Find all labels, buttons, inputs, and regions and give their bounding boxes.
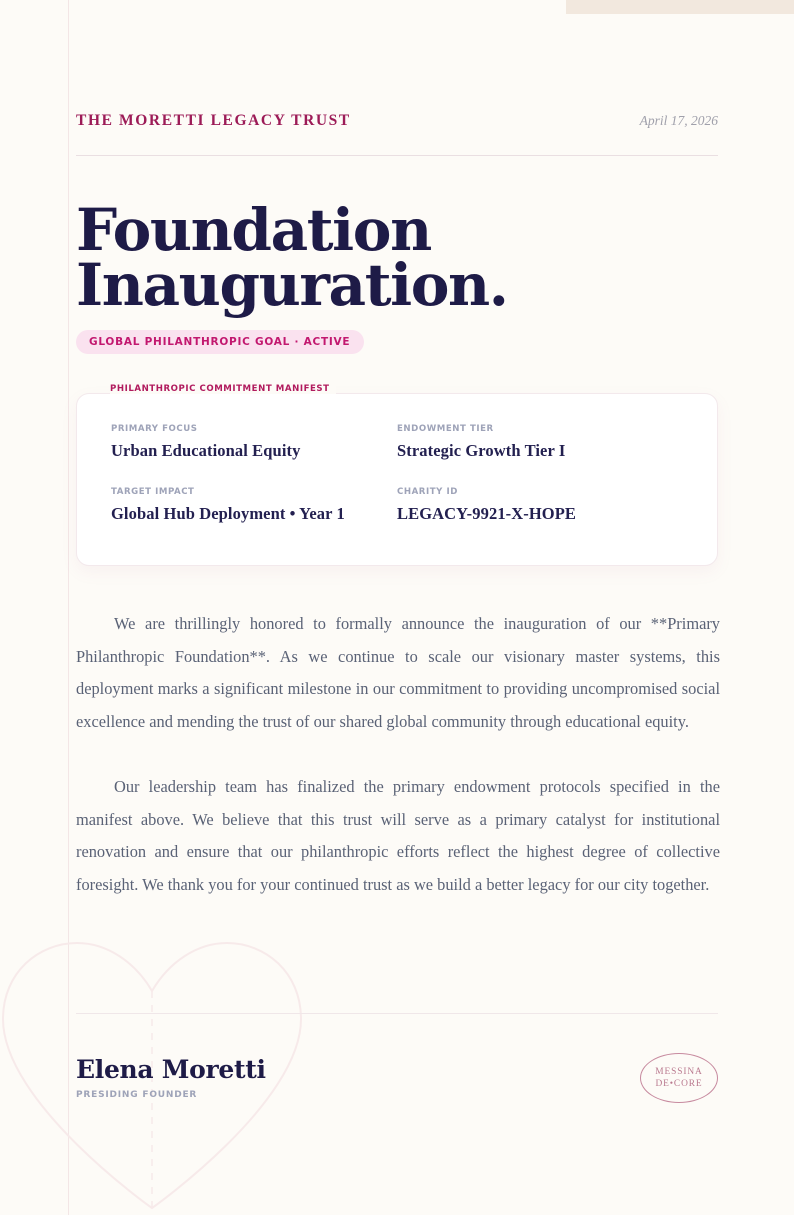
official-seal-icon (640, 1053, 718, 1103)
manifest-label: PHILANTHROPIC COMMITMENT MANIFEST (110, 384, 336, 394)
field-label: CHARITY ID (397, 487, 458, 497)
left-margin-rule (68, 0, 69, 1215)
manifest-field-charity-id (397, 487, 683, 524)
footer-divider (76, 1013, 718, 1014)
page-title-line-1: Foundation (76, 196, 431, 264)
signature-block (76, 1053, 718, 1103)
field-label: ENDOWMENT TIER (397, 424, 494, 434)
manifest-field-primary-focus (111, 424, 397, 461)
field-value: Urban Educational Equity (111, 441, 301, 460)
status-badge: GLOBAL PHILANTHROPIC GOAL · ACTIVE (76, 330, 364, 354)
manifest-grid (111, 424, 683, 524)
manifest-section (76, 384, 718, 566)
manifest-card (76, 393, 718, 566)
field-value: LEGACY-9921-X-HOPE (397, 504, 577, 523)
body-paragraph-2: Our leadership team has finalized the primary endowment protocols specified in the manifest above. We believe that this trust will serve as a primary catalyst for institutional renovation and ensure that our philanthropic efforts reflect the highest degree of collective foresight. We thank you for your continued trust as we build a better legacy for our city together. (76, 777, 720, 894)
body-copy (76, 608, 720, 934)
seal-line-2: DE•CORE (655, 1079, 703, 1089)
manifest-field-target-impact (111, 487, 397, 524)
field-value: Global Hub Deployment • Year 1 (111, 504, 345, 523)
title-block (76, 196, 718, 354)
field-label: PRIMARY FOCUS (111, 424, 198, 434)
document-content (76, 0, 718, 1215)
field-label: TARGET IMPACT (111, 487, 195, 497)
document-date: April 17, 2026 (639, 113, 718, 128)
body-paragraph-1: We are thrillingly honored to formally announce the inauguration of our **Primary Philanthropic Foundation**. As we continue to scale our visionary master systems, this deployment marks a significant milestone in our commitment to providing uncompromised social excellence and mending the trust of our shared global community through educational equity. (76, 614, 720, 731)
page-title-line-2: Inauguration. (76, 251, 508, 320)
seal-line-1: MESSINA (655, 1067, 703, 1077)
field-value: Strategic Growth Tier I (397, 441, 566, 460)
manifest-field-endowment-tier (397, 424, 683, 461)
signer-info (76, 1056, 266, 1101)
signer-role: PRESIDING FOUNDER (76, 1090, 198, 1101)
signer-name: Elena Moretti (76, 1054, 266, 1084)
brand-title: THE MORETTI LEGACY TRUST (76, 112, 351, 129)
document-header (76, 112, 718, 130)
page-title (76, 196, 718, 320)
header-divider (76, 155, 718, 156)
